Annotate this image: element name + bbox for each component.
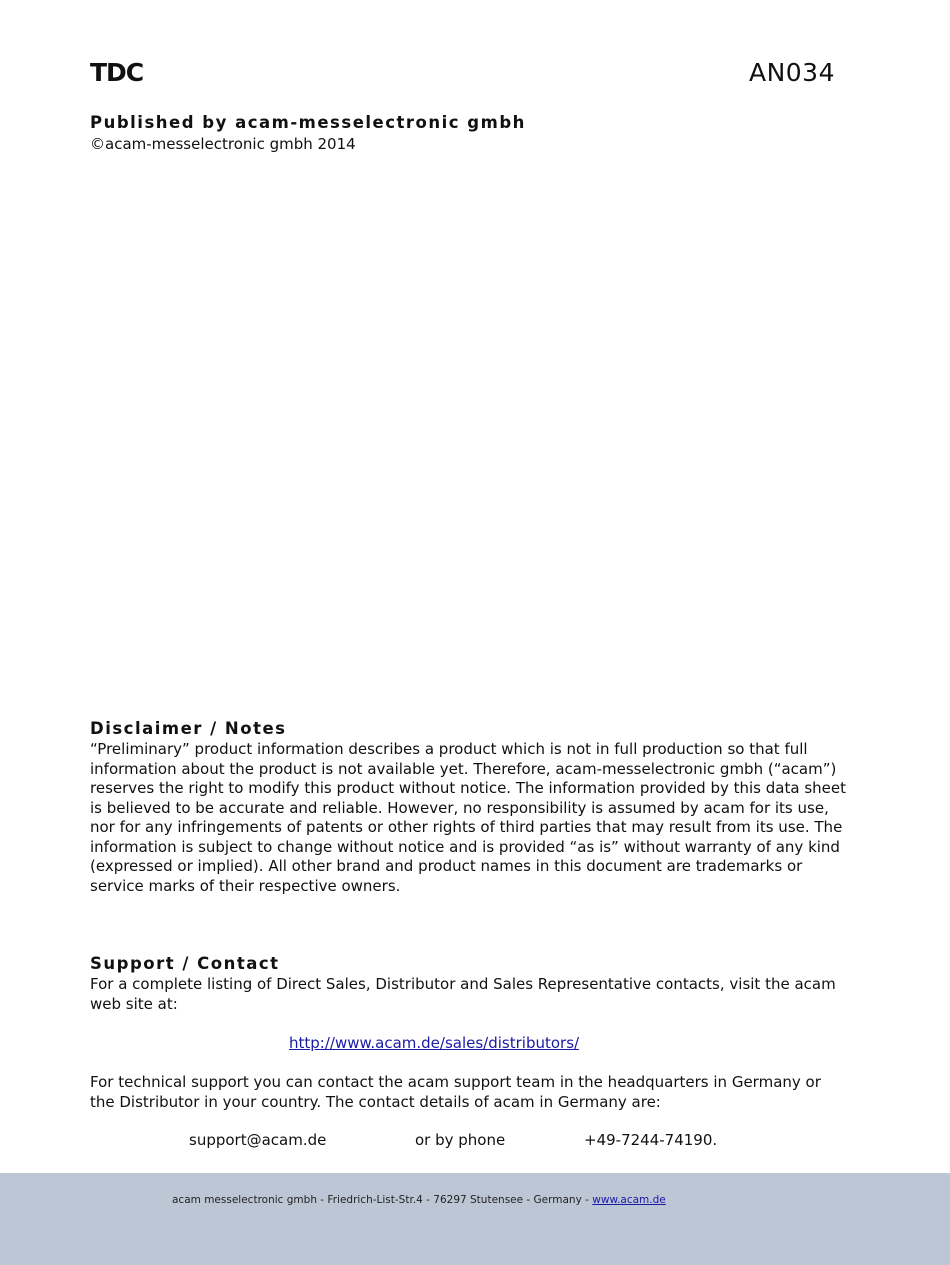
- header-product: TDC: [90, 58, 144, 87]
- publisher-title: Published by acam-messelectronic gmbh: [90, 113, 526, 132]
- support-intro: For a complete listing of Direct Sales, Distributor and Sales Representative contacts, visit the acam web site at:: [90, 975, 836, 1013]
- disclaimer-body: “Preliminary” product information describes a product which is not in full production so that full information about the product is not available yet. Therefore, acam-messelectronic gmbh (“acam”) reserves the right to modify this product without notice. The information provided by this data sheet is believed to be accurate and reliable. However, no responsibility is assumed by acam for its use, nor for any infringements of patents or other rights of third parties that may result from its use. The information is subject to change without notice and is provided “as is” without warranty of any kind (expressed or implied). All other brand and product names in this document are trademarks or service marks of their respective owners.: [90, 740, 846, 895]
- footer-website-link[interactable]: www.acam.de: [592, 1194, 666, 1206]
- support-email: support@acam.de: [189, 1131, 327, 1149]
- support-tech-text: For technical support you can contact the acam support team in the headquarters in Germany or the Distributor in your country. The contact details of acam in Germany are:: [90, 1073, 821, 1111]
- disclaimer-title: Disclaimer / Notes: [90, 719, 287, 738]
- footer-address: acam messelectronic gmbh - Friedrich-List-Str.4 - 76297 Stutensee - Germany -: [172, 1194, 593, 1206]
- support-phone: +49-7244-74190.: [584, 1131, 718, 1149]
- support-title: Support / Contact: [90, 954, 280, 973]
- publisher-copyright: ©acam-messelectronic gmbh 2014: [90, 135, 356, 153]
- distributors-link[interactable]: http://www.acam.de/sales/distributors/: [289, 1034, 580, 1052]
- support-or-phone: or by phone: [415, 1131, 506, 1149]
- footer-text: [172, 1194, 666, 1206]
- footer-bar: [0, 1173, 950, 1265]
- header-doc-id: AN034: [748, 58, 835, 87]
